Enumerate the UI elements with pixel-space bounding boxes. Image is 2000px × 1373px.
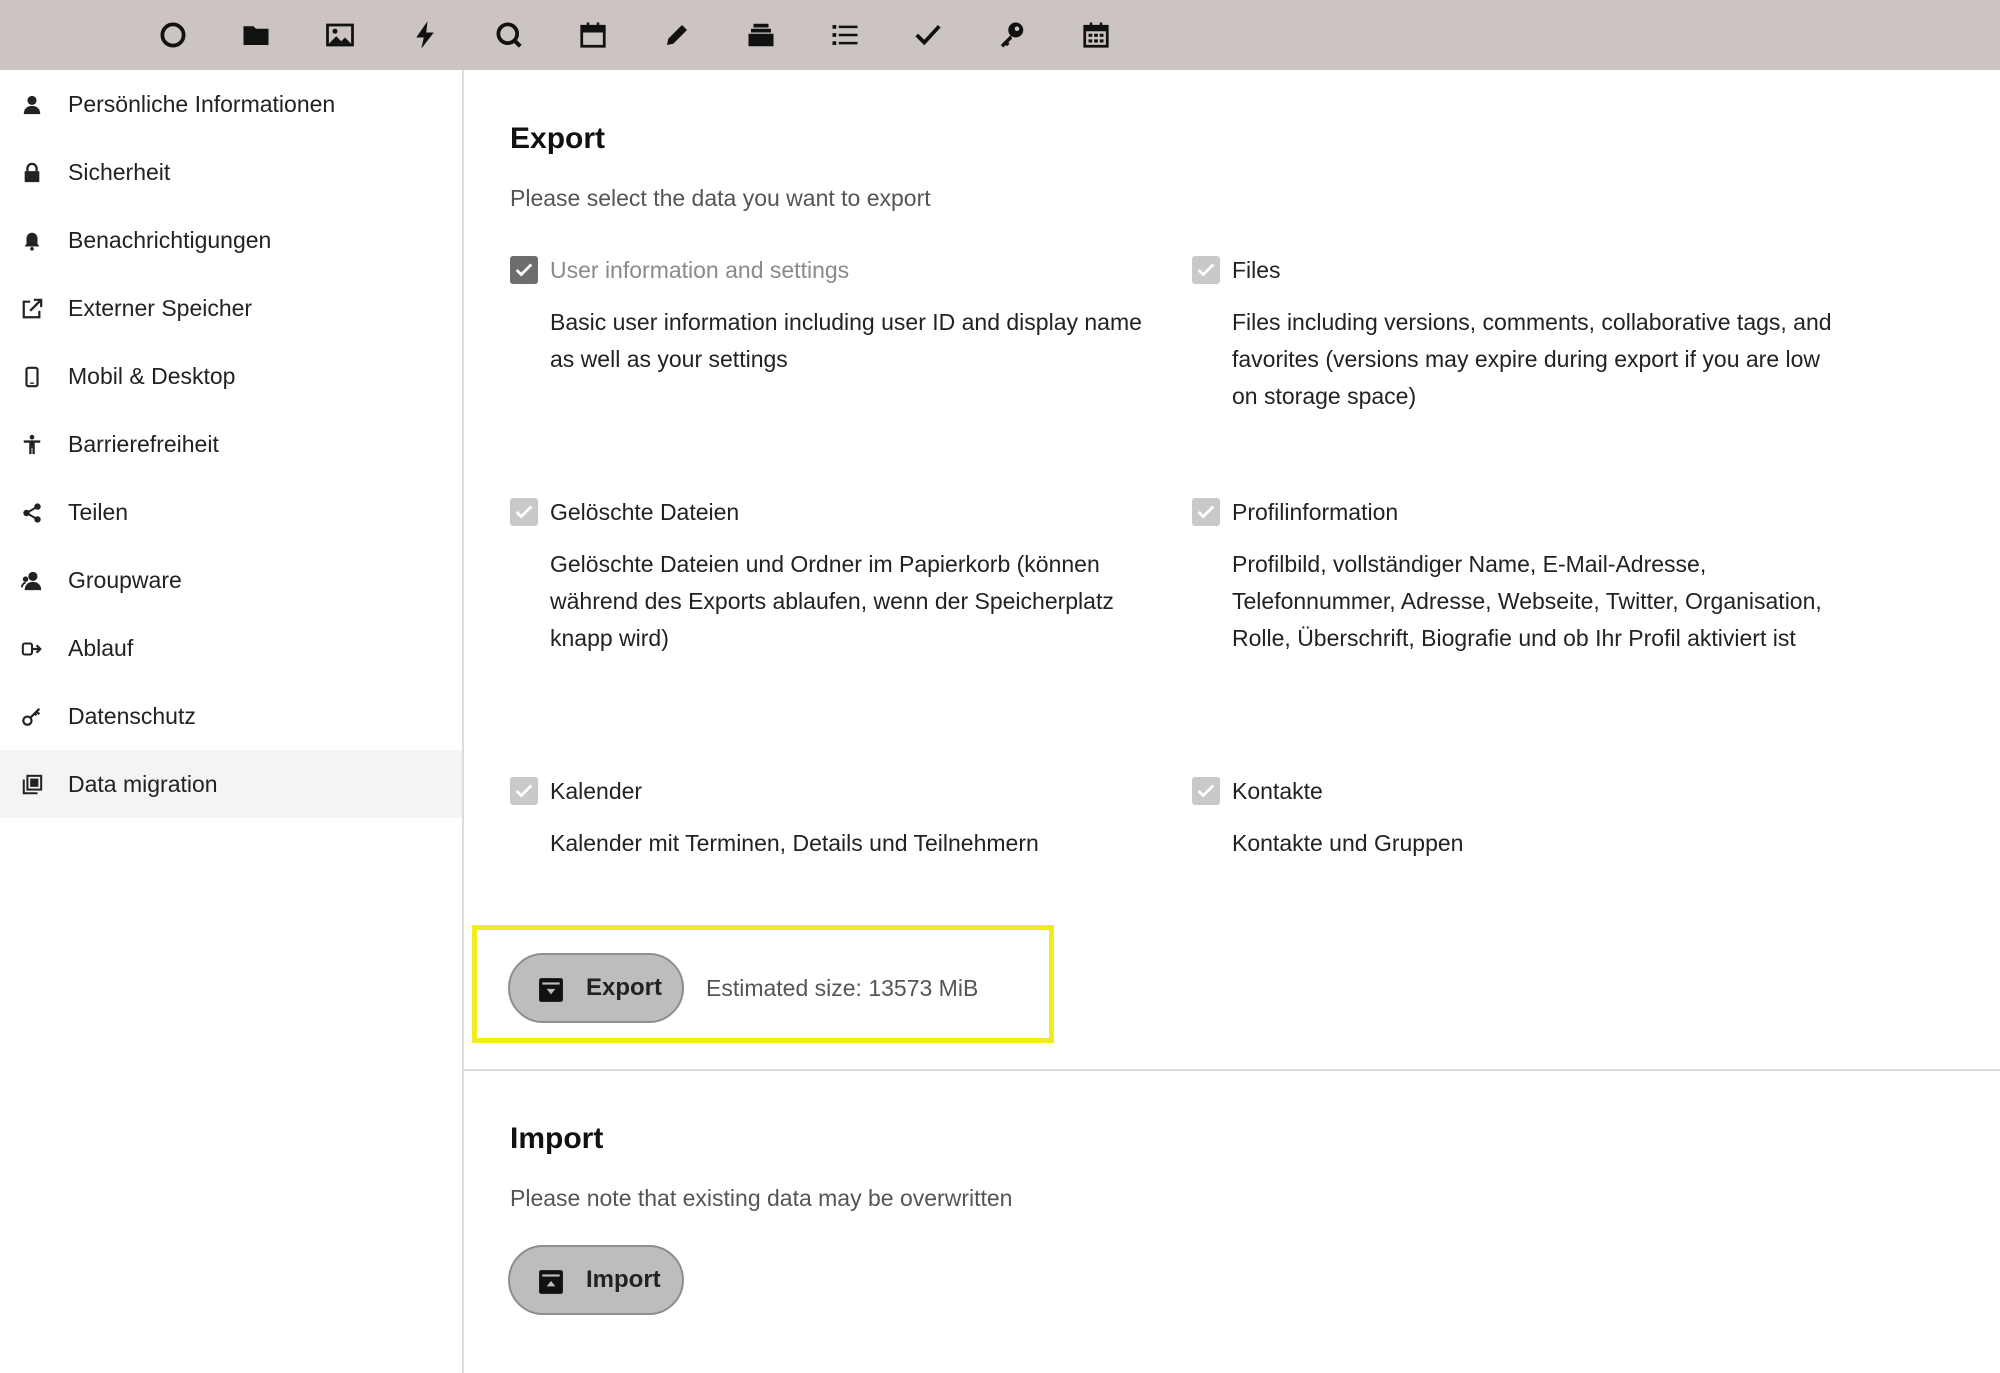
accessibility-icon — [18, 432, 46, 458]
sidebar-item-privacy[interactable] — [0, 682, 462, 750]
files-label[interactable]: Files — [1232, 257, 1281, 283]
profile-info-checkbox[interactable] — [1192, 498, 1220, 526]
sidebar-item-label: Benachrichtigungen — [68, 227, 272, 253]
profile-info-description: Profilbild, vollständiger Name, E-Mail-Adresse, Telefonnummer, Adresse, Webseite, Twitter, Organisation, Rolle, Überschrift, Biografie und ob Ihr Profil aktiviert ist — [1232, 551, 1822, 651]
dashboard-icon[interactable] — [155, 17, 191, 53]
check-icon — [513, 259, 535, 281]
flow-icon — [18, 636, 46, 662]
export-subtitle: Please select the data you want to export — [510, 185, 931, 211]
notes-icon[interactable] — [659, 17, 695, 53]
import-button-label: Import — [586, 1266, 661, 1293]
calendar-description: Kalender mit Terminen, Details und Teilnehmern — [550, 830, 1039, 856]
export-heading: Export — [510, 122, 606, 155]
import-subtitle: Please note that existing data may be overwritten — [510, 1185, 1013, 1211]
activity-icon[interactable] — [407, 17, 443, 53]
files-icon[interactable] — [238, 17, 274, 53]
tasks-icon[interactable] — [910, 17, 946, 53]
sidebar-item-security[interactable] — [0, 138, 462, 206]
user-info-checkbox[interactable] — [510, 256, 538, 284]
calendar-checkbox[interactable] — [510, 777, 538, 805]
external-link-icon — [18, 296, 46, 322]
sidebar-item-label: Persönliche Informationen — [68, 91, 336, 117]
share-icon — [18, 500, 46, 526]
data-migration-panel — [464, 70, 2000, 1373]
sidebar-item-flow[interactable] — [0, 614, 462, 682]
passwords-icon[interactable] — [994, 17, 1030, 53]
sidebar-item-mobile-desktop[interactable] — [0, 342, 462, 410]
sidebar-item-label: Teilen — [68, 499, 129, 525]
sidebar-item-label: Barrierefreiheit — [68, 431, 219, 457]
person-icon — [18, 92, 46, 118]
check-icon — [513, 501, 535, 523]
sidebar-item-notifications[interactable] — [0, 206, 462, 274]
contacts-description: Kontakte und Gruppen — [1232, 830, 1464, 856]
sidebar-item-label: Groupware — [68, 567, 182, 593]
search-icon[interactable] — [491, 17, 527, 53]
migration-icon — [18, 772, 46, 798]
sidebar-item-external-storage[interactable] — [0, 274, 462, 342]
check-icon — [1195, 259, 1217, 281]
groupware-icon — [18, 568, 46, 594]
estimated-size: Estimated size: 13573 MiB — [706, 975, 979, 1001]
calendar-icon[interactable] — [575, 17, 611, 53]
bell-icon — [18, 228, 46, 254]
sidebar-item-label: Sicherheit — [68, 159, 171, 185]
app-bar — [0, 0, 2000, 70]
sidebar-item-label: Datenschutz — [68, 703, 196, 729]
section-divider — [464, 1069, 2000, 1071]
sidebar-item-label: Data migration — [68, 771, 218, 797]
calendar-grid-icon[interactable] — [1078, 17, 1114, 53]
sidebar-item-label: Externer Speicher — [68, 295, 253, 321]
deleted-files-label[interactable]: Gelöschte Dateien — [550, 499, 740, 525]
highlight-box — [472, 925, 1054, 1043]
sidebar-item-accessibility[interactable] — [0, 410, 462, 478]
lock-icon — [18, 160, 46, 186]
sidebar-item-data-migration[interactable] — [0, 750, 462, 818]
deleted-files-description: Gelöschte Dateien und Ordner im Papierkorb (können während des Exports ablaufen, wenn der Speicherplatz knapp wird) — [550, 551, 1114, 651]
contacts-label[interactable]: Kontakte — [1232, 778, 1323, 804]
deleted-files-checkbox[interactable] — [510, 498, 538, 526]
sidebar-item-sharing[interactable] — [0, 478, 462, 546]
import-heading: Import — [510, 1122, 604, 1155]
key-icon — [18, 704, 46, 730]
import-button[interactable] — [508, 1245, 684, 1315]
check-icon — [1195, 501, 1217, 523]
files-description: Files including versions, comments, collaborative tags, and favorites (versions may expire during export if you are low on storage space) — [1232, 309, 1832, 409]
files-checkbox[interactable] — [1192, 256, 1220, 284]
sidebar-item-label: Ablauf — [68, 635, 134, 661]
check-icon — [1195, 780, 1217, 802]
contacts-checkbox[interactable] — [1192, 777, 1220, 805]
settings-sidebar — [0, 70, 464, 1373]
archive-upload-icon — [538, 1269, 564, 1295]
check-icon — [513, 780, 535, 802]
sidebar-item-personal-info[interactable] — [0, 70, 462, 138]
sidebar-item-label: Mobil & Desktop — [68, 363, 236, 389]
list-icon[interactable] — [827, 17, 863, 53]
user-info-description: Basic user information including user ID and display name as well as your settings — [550, 309, 1142, 372]
export-button-label: Export — [586, 974, 663, 1001]
profile-info-label[interactable]: Profilinformation — [1232, 499, 1399, 525]
user-info-label: User information and settings — [550, 257, 850, 283]
phone-icon — [18, 364, 46, 390]
sidebar-item-groupware[interactable] — [0, 546, 462, 614]
calendar-label[interactable]: Kalender — [550, 778, 643, 804]
deck-icon[interactable] — [743, 17, 779, 53]
photos-icon[interactable] — [322, 17, 358, 53]
